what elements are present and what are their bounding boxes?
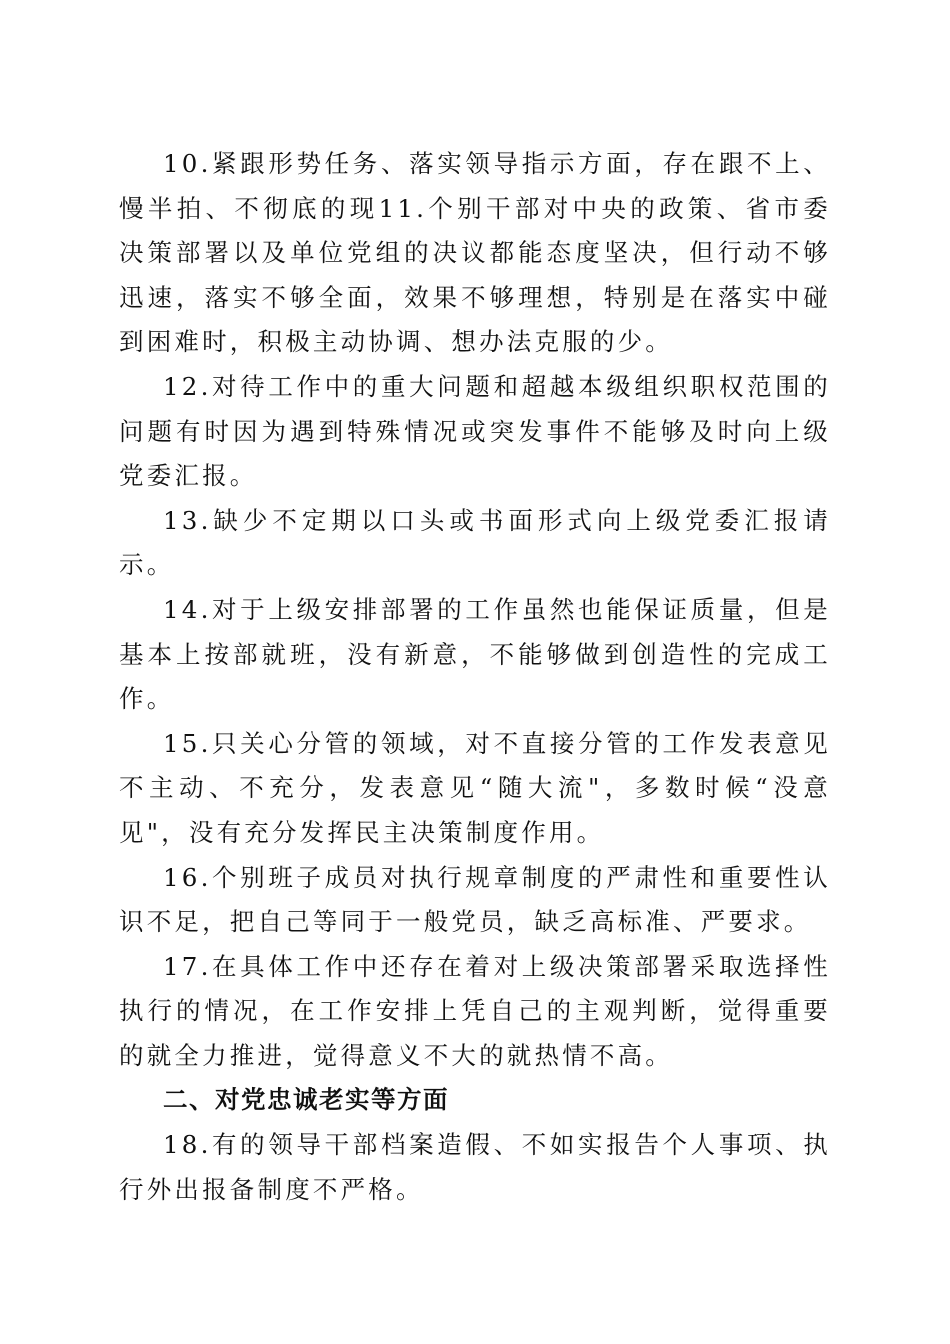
section-heading: 二、对党忠诚老实等方面 xyxy=(163,1085,449,1115)
paragraph-13: 13.缺少不定期以口头或书面形式向上级党委汇报请示。 xyxy=(119,505,831,580)
paragraph-18: 18.有的领导干部档案造假、不如实报告个人事项、执行外出报备制度不严格。 xyxy=(119,1130,831,1204)
paragraph-16: 16.个别班子成员对执行规章制度的严肃性和重要性认识不足，把自己等同于一般党员，缺乏高标准、严要求。 xyxy=(119,862,831,937)
paragraph-17: 17.在具体工作中还存在着对上级决策部署采取选择性执行的情况，在工作安排上凭自己的主观判断，觉得重要的就全力推进，觉得意义不大的就热情不高。 xyxy=(119,951,831,1070)
document-page xyxy=(119,142,831,1212)
paragraph-10: 10.紧跟形势任务、落实领导指示方面，存在跟不上、慢半拍、不彻底的现11.个别干部对中央的政策、省市委决策部署以及单位党组的决议都能态度坚决，但行动不够迅速，落实不够全面，效果不够理想，特别是在落实中碰到困难时，积极主动协调、想办法克服的少。 xyxy=(119,149,831,357)
paragraph-12: 12.对待工作中的重大问题和超越本级组织职权范围的问题有时因为遇到特殊情况或突发事件不能够及时向上级党委汇报。 xyxy=(119,371,831,491)
paragraph-14: 14.对于上级安排部署的工作虽然也能保证质量，但是基本上按部就班，没有新意，不能够做到创造性的完成工作。 xyxy=(119,594,831,714)
paragraph-15: 15.只关心分管的领域，对不直接分管的工作发表意见不主动、不充分，发表意见“随大流"，多数时候“没意见"，没有充分发挥民主决策制度作用。 xyxy=(119,728,831,847)
